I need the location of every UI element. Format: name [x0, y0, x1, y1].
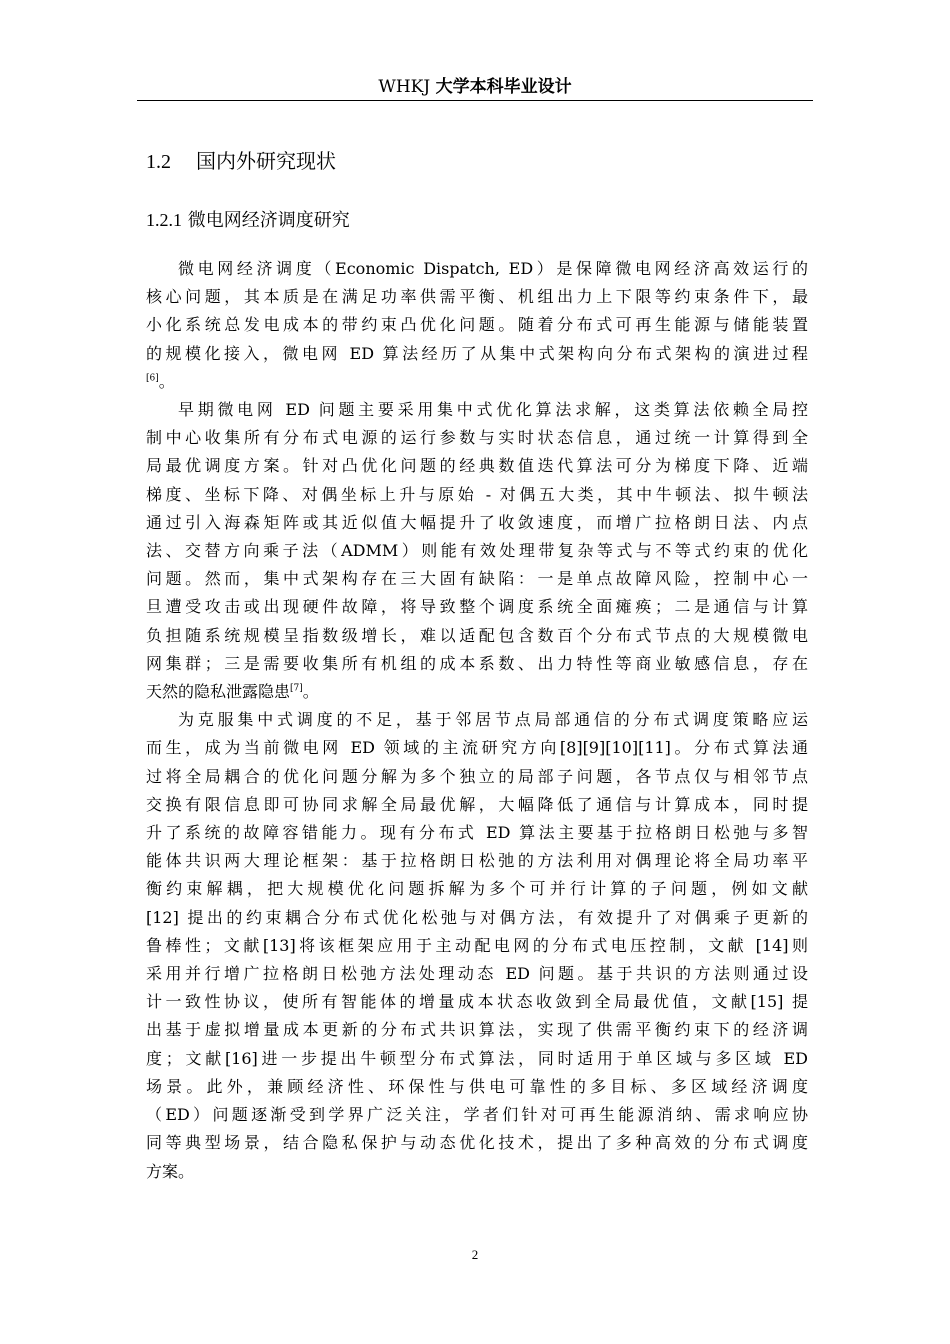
text-line: 能体共识两大理论框架：基于拉格朗日松弛的方法利用对偶理论将全局功率平	[146, 851, 808, 871]
subsection-heading	[146, 207, 350, 234]
text-line: 网集群；三是需要收集所有机组的成本系数、出力特性等商业敏感信息，存在	[146, 653, 808, 673]
page-number: 2	[471, 1247, 479, 1262]
header-prefix: WHKJ	[378, 77, 431, 97]
text-line: 交换有限信息即可协同求解全局最优解，大幅降低了通信与计算成本，同时提	[146, 794, 808, 814]
text-line: 场景。此外，兼顾经济性、环保性与供电可靠性的多目标、多区域经济调度	[146, 1076, 808, 1096]
text-line: 鲁棒性；文献[13]将该框架应用于主动配电网的分布式电压控制，文献 [14]则	[146, 935, 808, 955]
body-text	[146, 255, 808, 1186]
text-fragment: 。	[302, 682, 319, 702]
text-fragment: 天然的隐私泄露隐患	[146, 682, 291, 702]
text-line: 旦遭受攻击或出现硬件故障，将导致整个调度系统全面瘫痪；二是通信与计算	[146, 597, 808, 617]
text-line: 法、交替方向乘子法（ADMM）则能有效处理带复杂等式与不等式约束的优化	[146, 541, 808, 561]
text-line: 局最优调度方案。针对凸优化问题的经典数值迭代算法可分为梯度下降、近端	[146, 456, 808, 476]
citation: [6]	[146, 373, 159, 384]
text-fragment: 。	[158, 371, 175, 391]
subsection-title: 微电网经济调度研究	[187, 210, 350, 231]
text-line: （ED）问题逐渐受到学界广泛关注，学者们针对可再生能源消纳、需求响应协	[146, 1105, 808, 1125]
citation: [7]	[290, 683, 303, 694]
text-line: 早期微电网 ED 问题主要采用集中式优化算法求解，这类算法依赖全局控	[178, 400, 808, 420]
text-line: 为克服集中式调度的不足，基于邻居节点局部通信的分布式调度策略应运	[178, 710, 808, 730]
text-line: 梯度、坐标下降、对偶坐标上升与原始 - 对偶五大类，其中牛顿法、拟牛顿法	[146, 484, 808, 504]
text-line: 采用并行增广拉格朗日松弛方法处理动态 ED 问题。基于共识的方法则通过设	[146, 964, 808, 984]
text-line	[146, 678, 808, 706]
header-rule	[137, 100, 813, 101]
paragraph-1	[146, 255, 808, 396]
text-line: 而生，成为当前微电网 ED 领域的主流研究方向[8][9][10][11]。分布式算法通	[146, 738, 808, 758]
text-line: 小化系统总发电成本的带约束凸优化问题。随着分布式可再生能源与储能装置	[146, 315, 808, 335]
subsection-number: 1.2.1	[146, 210, 182, 230]
text-line	[146, 368, 808, 396]
text-line: 衡约束解耦，把大规模优化问题拆解为多个可并行计算的子问题，例如文献	[146, 879, 808, 899]
text-line: 升了系统的故障容错能力。现有分布式 ED 算法主要基于拉格朗日松弛与多智	[146, 823, 808, 843]
text-line: 负担随系统规模呈指数级增长，难以适配包含数百个分布式节点的大规模微电	[146, 625, 808, 645]
text-line: 过将全局耦合的优化问题分解为多个独立的局部子问题，各节点仅与相邻节点	[146, 766, 808, 786]
paragraph-2	[146, 396, 808, 706]
text-line: 通过引入海森矩阵或其近似值大幅提升了收敛速度，而增广拉格朗日法、内点	[146, 512, 808, 532]
page-header	[137, 74, 813, 100]
text-line: 核心问题，其本质是在满足功率供需平衡、机组出力上下限等约束条件下，最	[146, 287, 808, 307]
text-line: [12] 提出的约束耦合分布式优化松弛与对偶方法，有效提升了对偶乘子更新的	[146, 907, 808, 927]
text-line: 问题。然而，集中式架构存在三大固有缺陷：一是单点故障风险，控制中心一	[146, 569, 808, 589]
section-number: 1.2	[146, 151, 171, 173]
paragraph-3	[146, 706, 808, 1185]
text-line: 度；文献[16]进一步提出牛顿型分布式算法，同时适用于单区域与多区域 ED	[146, 1048, 808, 1068]
text-line: 出基于虚拟增量成本更新的分布式共识算法，实现了供需平衡约束下的经济调	[146, 1020, 808, 1040]
section-title: 国内外研究现状	[196, 149, 336, 173]
text-line: 微电网经济调度（Economic Dispatch, ED）是保障微电网经济高效运行的	[178, 259, 808, 278]
header-title: 大学本科毕业设计	[435, 77, 572, 97]
text-line: 同等典型场景，结合隐私保护与动态优化技术，提出了多种高效的分布式调度	[146, 1133, 808, 1153]
text-line: 的规模化接入，微电网 ED 算法经历了从集中式架构向分布式架构的演进过程	[146, 343, 808, 363]
text-line: 制中心收集所有分布式电源的运行参数与实时状态信息，通过统一计算得到全	[146, 428, 808, 448]
text-line: 计一致性协议，使所有智能体的增量成本状态收敛到全局最优值，文献[15] 提	[146, 992, 808, 1012]
text-line: 方案。	[146, 1161, 195, 1181]
section-heading	[146, 147, 336, 176]
